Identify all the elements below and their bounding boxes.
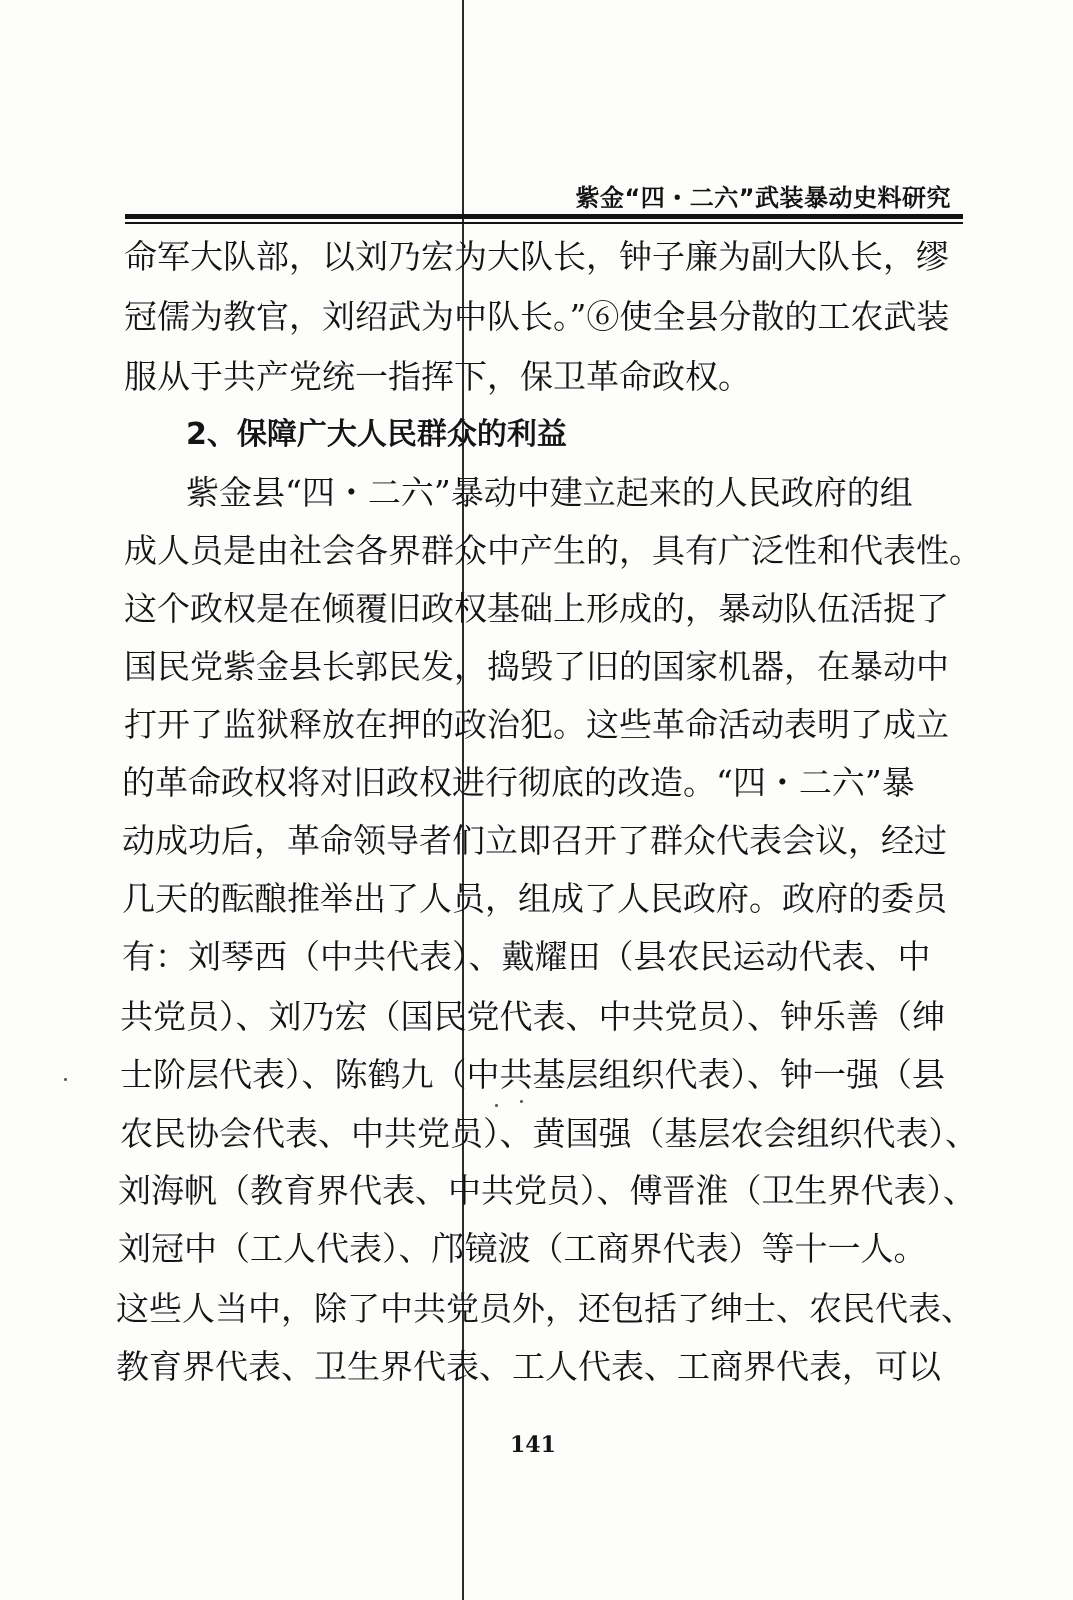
- text-line-1: 命军大队部，以刘乃宏为大队长，钟子廉为副大队长，缪: [124, 237, 949, 276]
- scan-speck: [520, 1100, 523, 1103]
- text-line-9: 打开了监狱释放在押的政治犯。这些革命活动表明了成立: [124, 705, 949, 744]
- text-line-2: 冠儒为教官，刘绍武为中队长。”⑥使全县分散的工农武装: [124, 297, 950, 336]
- text-line-3: 服从于共产党统一指挥下，保卫革命政权。: [124, 357, 751, 396]
- text-line-14: 共党员）、刘乃宏（国民党代表、中共党员）、钟乐善（绅: [120, 997, 945, 1036]
- text-line-11: 动成功后，革命领导者们立即召开了群众代表会议，经过: [122, 821, 947, 860]
- running-header-title: 紫金“四・二六”武装暴动史料研究: [575, 184, 951, 212]
- text-line-13: 有：刘琴西（中共代表）、戴耀田（县农民运动代表、中: [122, 937, 931, 976]
- text-line-20: 教育界代表、卫生界代表、工人代表、工商界代表，可以: [116, 1347, 941, 1386]
- text-line-12: 几天的酝酿推举出了人员，组成了人民政府。政府的委员: [122, 879, 947, 918]
- text-line-15: 士阶层代表）、陈鹤九（中共基层组织代表）、钟一强（县: [120, 1055, 945, 1094]
- text-line-16: 农民协会代表、中共党员）、黄国强（基层农会组织代表）、: [120, 1114, 978, 1153]
- header-rule-thin: [125, 222, 963, 224]
- text-line-18: 刘冠中（工人代表）、邝镜波（工商界代表）等十一人。: [118, 1229, 927, 1268]
- text-line-5: 紫金县“四・二六”暴动中建立起来的人民政府的组: [186, 473, 913, 512]
- header-rule-thick: [125, 214, 963, 219]
- text-line-17: 刘海帆（教育界代表、中共党员）、傅晋淮（卫生界代表）、: [118, 1171, 976, 1210]
- text-line-7: 这个政权是在倾覆旧政权基础上形成的，暴动队伍活捉了: [124, 589, 949, 628]
- text-line-19: 这些人当中，除了中共党员外，还包括了绅士、农民代表、: [116, 1289, 974, 1328]
- text-line-10: 的革命政权将对旧政权进行彻底的改造。“四・二六”暴: [122, 763, 915, 802]
- text-line-6: 成人员是由社会各界群众中产生的，具有广泛性和代表性。: [124, 531, 982, 570]
- text-line-8: 国民党紫金县长郭民发，捣毁了旧的国家机器，在暴动中: [124, 647, 949, 686]
- scan-speck: [64, 1078, 67, 1081]
- scan-speck: [495, 1104, 498, 1107]
- page-number: 141: [510, 1432, 556, 1458]
- section-heading: 2、保障广大人民群众的利益: [186, 417, 567, 452]
